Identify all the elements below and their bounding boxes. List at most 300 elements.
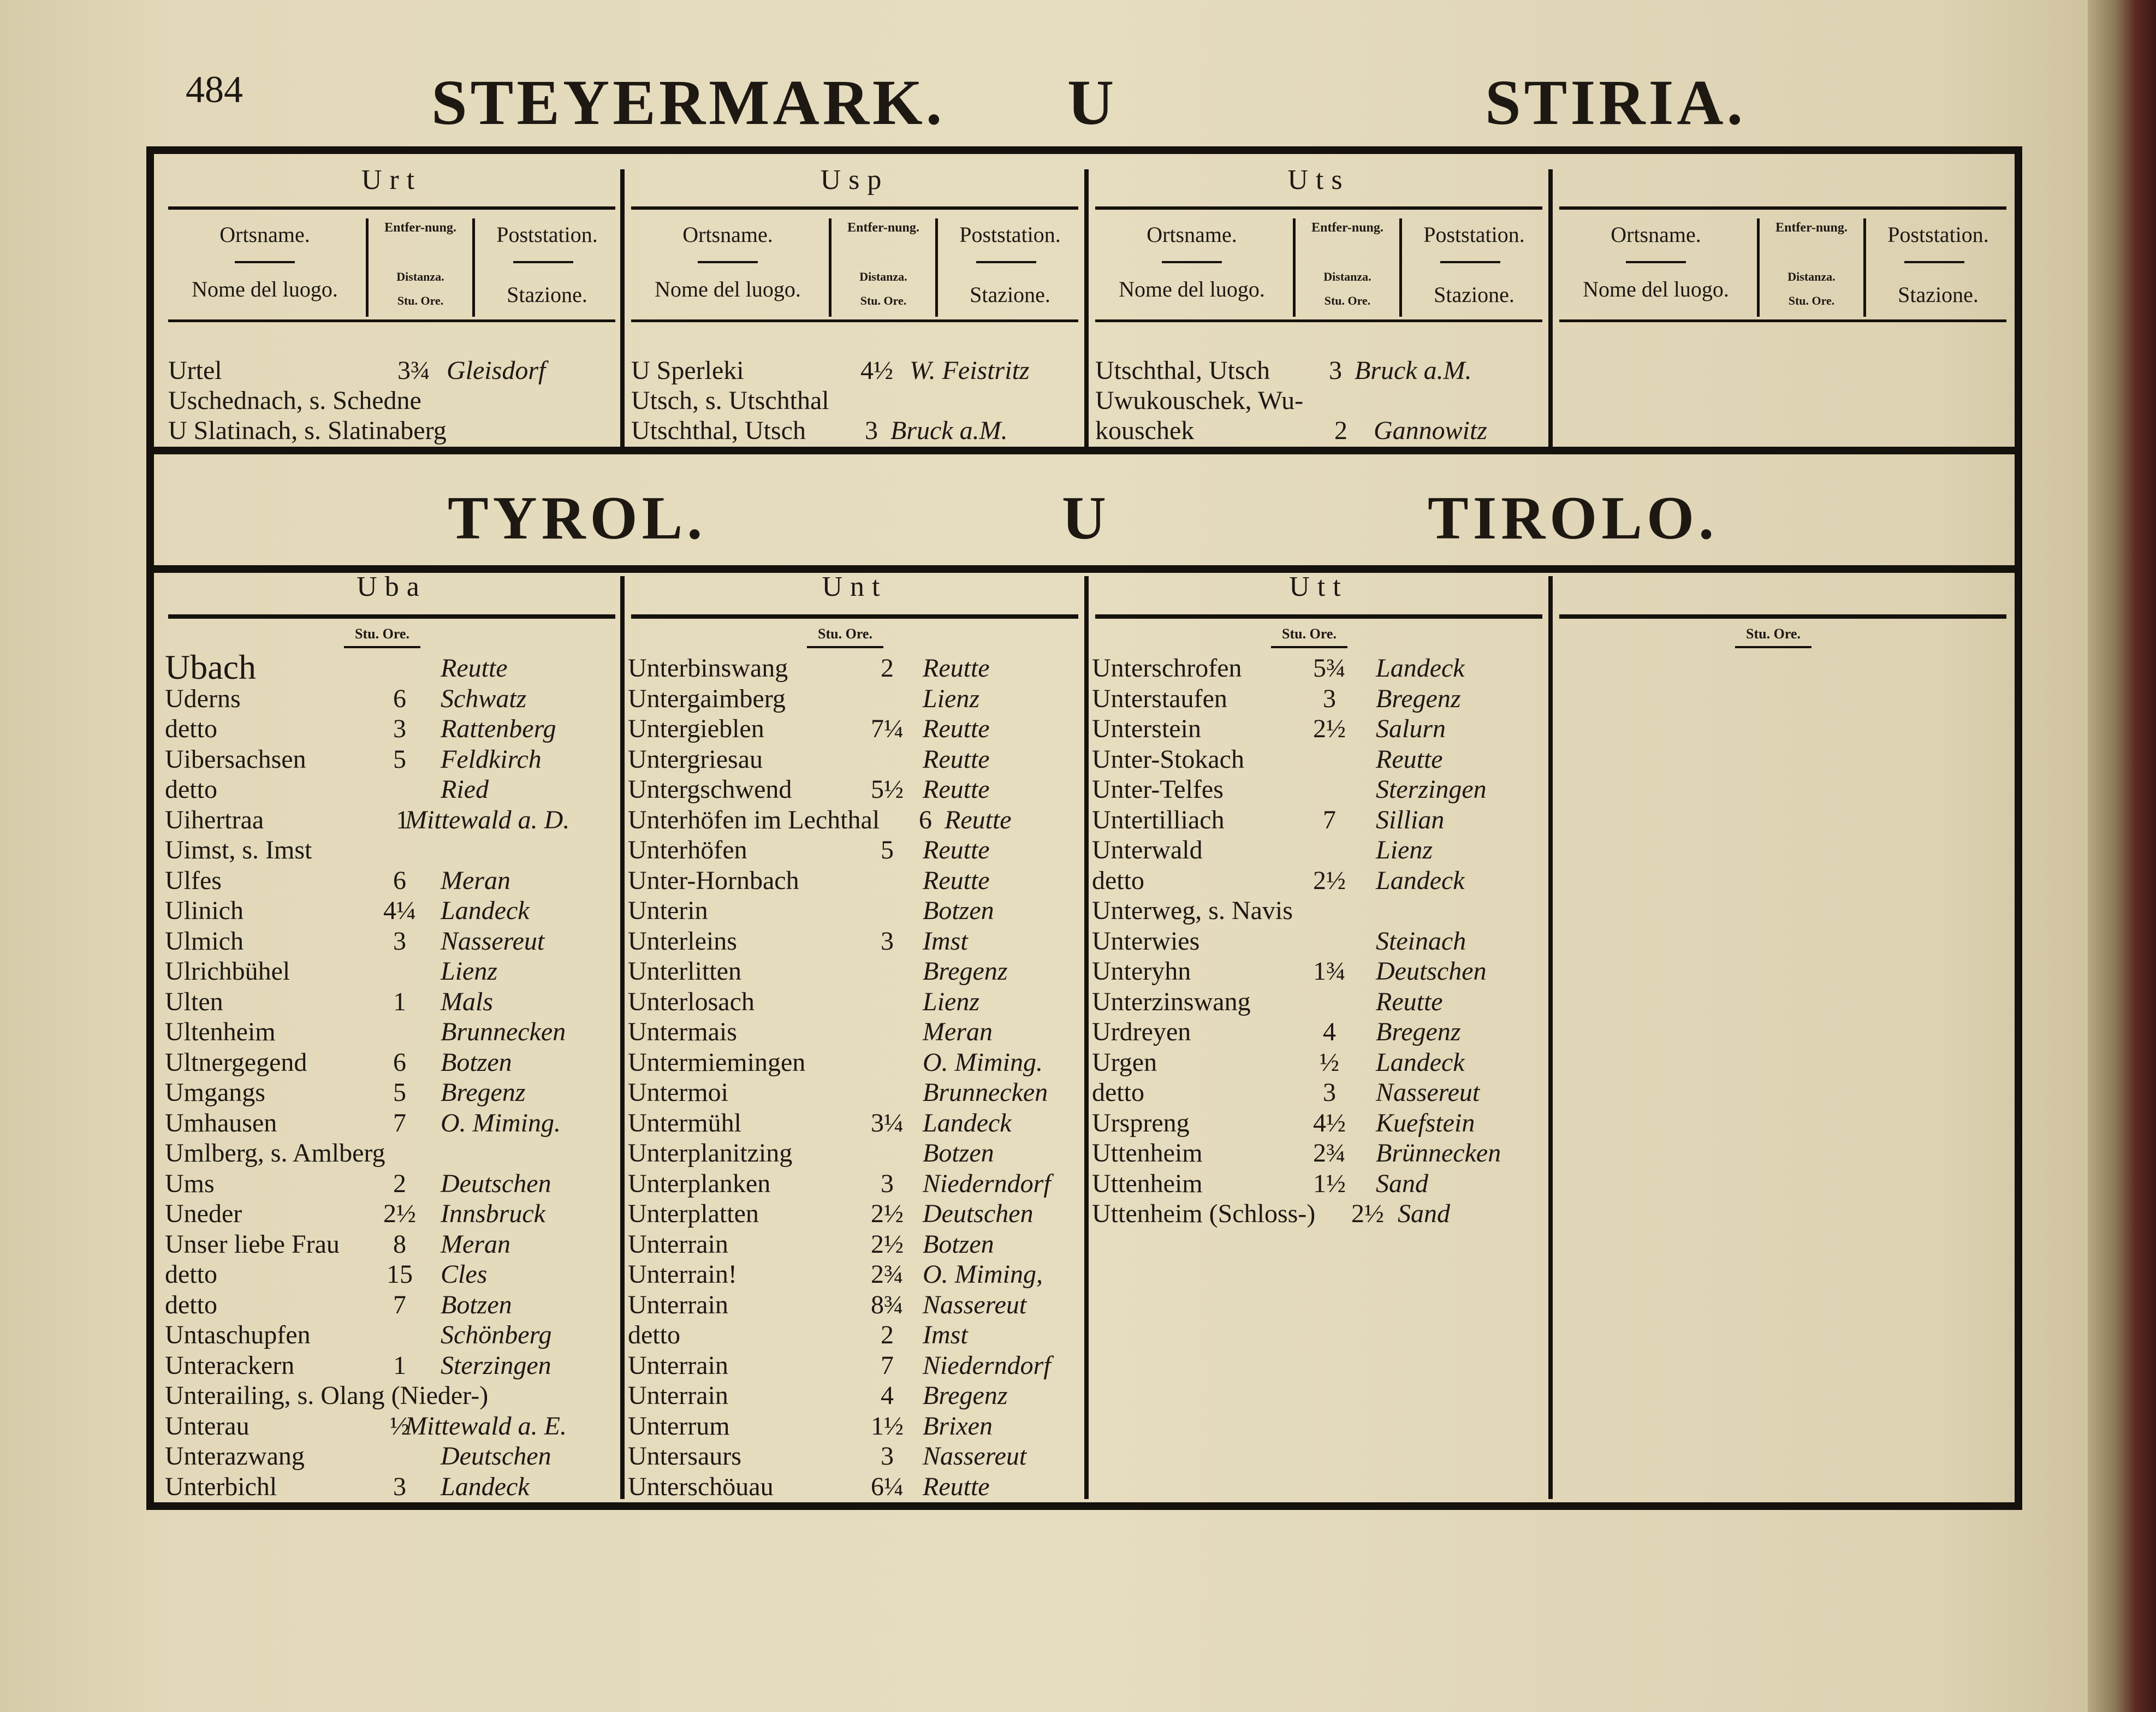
post-station: Meran [441, 866, 510, 895]
subhead-stu-ore: Stu. Ore. [1746, 626, 1801, 642]
distance: 3 [1323, 684, 1336, 713]
sub-divider [1757, 218, 1760, 317]
place-name: Unterin [628, 896, 708, 925]
column-head-rule [631, 614, 1078, 619]
place-name: Untergaimberg [628, 684, 786, 713]
post-station: Reutte [923, 775, 990, 804]
post-station: Bregenz [1376, 684, 1461, 713]
post-station: Brünnecken [1376, 1139, 1501, 1168]
short-rule [807, 646, 883, 648]
place-name: Urdreyen [1092, 1017, 1191, 1046]
distance: 3¼ [871, 1108, 904, 1138]
subhead-entfernung: Entfer-nung. [1311, 221, 1383, 235]
post-station: Feldkirch [441, 744, 542, 774]
sub-divider [366, 218, 369, 317]
place-name: Ulten [165, 987, 223, 1016]
column-letters: Urt [361, 164, 423, 196]
entry-row [1092, 1019, 1548, 1047]
entry-row [165, 686, 621, 714]
entry-row [628, 1110, 1084, 1139]
distance: 5 [393, 1078, 406, 1107]
distance: 3 [393, 926, 406, 956]
place-name: Ulinich [165, 896, 243, 925]
short-rule [976, 261, 1036, 263]
place-name: Uttenheim [1092, 1169, 1203, 1198]
distance: 4½ [860, 356, 893, 385]
subhead-stu-ore: Stu. Ore. [355, 626, 409, 642]
place-name: Unterwies [1092, 926, 1200, 956]
post-station: Imst [923, 926, 968, 956]
distance: 6¼ [871, 1472, 904, 1501]
post-station: Deutschen [441, 1442, 551, 1471]
entry-row [628, 655, 1084, 684]
place-name: Unterstaufen [1092, 684, 1227, 713]
distance: 2½ [871, 1199, 904, 1228]
place-name: Unterrain [628, 1350, 728, 1380]
subhead-distanza: Distanza. [859, 270, 907, 283]
entry-row [628, 1140, 1084, 1169]
entry-row [165, 1201, 621, 1229]
place-name: Unterschrofen [1092, 654, 1242, 683]
entry-row [628, 898, 1084, 926]
subhead-stazione: Stazione. [970, 282, 1050, 307]
entry-row [1095, 418, 1551, 446]
place-name: Uimst, s. Imst [165, 836, 312, 864]
post-station: Bregenz [923, 1381, 1008, 1410]
distance: 7 [1323, 805, 1336, 834]
place-name: detto [1092, 1078, 1144, 1107]
distance: 2 [393, 1169, 406, 1198]
distance: 3 [881, 1169, 894, 1198]
book-spine [2088, 0, 2156, 1712]
place-name: Untermühl [628, 1108, 741, 1138]
place-name: kouschek [1095, 416, 1195, 445]
post-station: Ried [441, 775, 489, 804]
entry-row [628, 1201, 1084, 1229]
sub-divider [1293, 218, 1296, 317]
post-station: W. Feistritz [910, 356, 1030, 385]
subhead-ortsname: Ortsname. [682, 222, 773, 247]
place-name: U Sperleki [631, 356, 744, 385]
place-name: Utschthal, Utsch [631, 416, 806, 445]
place-name: Unterrain! [628, 1260, 737, 1289]
place-name: Unterhöfen im Lechthal [628, 805, 880, 834]
post-station: Brixen [923, 1411, 993, 1441]
entry-row [165, 837, 621, 866]
entry-row [165, 1413, 621, 1442]
column-head-rule [168, 614, 615, 619]
post-station: Bruck a.M. [890, 416, 1008, 445]
distance: 5½ [871, 775, 904, 804]
place-name: Ubach [165, 648, 257, 686]
place-name: Unterplanken [628, 1169, 771, 1198]
header-left: STEYERMARK. [431, 67, 946, 138]
distance: 5¾ [1313, 654, 1346, 683]
subhead-bottom-rule [631, 319, 1078, 322]
entry-row [631, 358, 1087, 386]
sub-divider [1399, 218, 1402, 317]
distance: 3 [865, 416, 878, 445]
subhead-stu-ore: Stu. Ore. [397, 294, 444, 307]
entry-row [1092, 989, 1548, 1017]
subhead-distanza: Distanza. [396, 270, 444, 283]
section-rule-top [154, 447, 2015, 454]
entry-row [165, 1047, 621, 1078]
column-letters: Usp [820, 164, 889, 196]
entry-row [628, 1322, 1084, 1350]
distance: 2 [881, 654, 894, 683]
entry-row [165, 1261, 621, 1290]
short-rule [235, 261, 295, 263]
post-station: Landeck [923, 1108, 1012, 1138]
distance: 5 [881, 836, 894, 864]
place-name: Unterhöfen [628, 836, 747, 864]
post-station: Landeck [441, 896, 530, 925]
distance: 3 [1329, 356, 1342, 385]
entry-row [1095, 388, 1551, 416]
post-station: Deutschen [441, 1169, 551, 1198]
place-name: Untermoi [628, 1078, 728, 1107]
place-name: Unterbinswang [628, 654, 788, 683]
distance: 3 [393, 714, 406, 743]
distance: 5 [393, 744, 406, 774]
distance: 2½ [1351, 1199, 1384, 1228]
subhead-nome: Nome del luogo. [655, 277, 801, 301]
post-station: O. Miming. [923, 1047, 1043, 1077]
entry-row [628, 1474, 1084, 1502]
short-rule [1162, 261, 1222, 263]
subhead-bottom-rule [168, 319, 615, 322]
header-right: STIRIA. [1485, 67, 1747, 138]
entry-row [1092, 958, 1548, 987]
place-name: Unterplanitzing [628, 1139, 793, 1168]
post-station: Brunnecken [923, 1078, 1048, 1107]
post-station: Reutte [1376, 744, 1443, 774]
post-station: Landeck [1376, 866, 1465, 895]
post-station: Gannowitz [1374, 416, 1488, 445]
entry-row [1092, 655, 1548, 684]
place-name: detto [165, 775, 217, 804]
post-station: Sand [1376, 1169, 1428, 1198]
short-rule [513, 261, 573, 263]
header-middle: U [1067, 67, 1118, 138]
post-station: Botzen [923, 896, 994, 925]
distance: 3 [393, 1472, 406, 1501]
post-station: Reutte [923, 714, 990, 743]
post-station: Botzen [923, 1229, 994, 1259]
post-station: Bruck a.M. [1355, 356, 1472, 385]
entry-row [1092, 837, 1548, 866]
post-station: Reutte [923, 654, 990, 683]
column-divider [1084, 169, 1089, 447]
distance: 7 [393, 1108, 406, 1138]
entry-row [628, 1443, 1084, 1472]
place-name: Unterwald [1092, 836, 1203, 864]
place-name: Ulrichbühel [165, 957, 290, 986]
column-divider [1548, 169, 1553, 447]
place-name: Untermiemingen [628, 1047, 806, 1077]
distance: 2½ [871, 1229, 904, 1259]
distance: 6 [393, 866, 406, 895]
post-station: Nassereut [923, 1442, 1027, 1471]
distance: 1½ [871, 1411, 904, 1441]
place-name: U Slatinach, s. Slatinaberg [168, 416, 447, 445]
place-name: Unterackern [165, 1350, 295, 1380]
entry-row [165, 928, 621, 957]
place-name: Utschthal, Utsch [1095, 356, 1270, 385]
subhead-nome: Nome del luogo. [1583, 277, 1729, 301]
sub-divider [935, 218, 938, 317]
column-head-rule [631, 206, 1078, 210]
place-name: Unterrain [628, 1381, 728, 1410]
entry-row [1092, 1047, 1548, 1078]
post-station: Reutte [923, 1472, 990, 1501]
column-head-rule [1559, 614, 2006, 619]
place-name: Untermais [628, 1017, 737, 1046]
post-station: Rattenberg [441, 714, 556, 743]
distance: ½ [1320, 1047, 1339, 1077]
entry-row [628, 1171, 1084, 1199]
column-divider [620, 576, 625, 1499]
distance: 6 [393, 684, 406, 713]
post-station: Landeck [441, 1472, 530, 1501]
distance: 1 [393, 987, 406, 1016]
subhead-stu-ore: Stu. Ore. [860, 294, 907, 307]
column-divider [620, 169, 625, 447]
post-station: Nassereut [923, 1290, 1027, 1319]
entry-row [1092, 1171, 1548, 1199]
place-name: Unterzinswang [1092, 987, 1251, 1016]
entry-row [628, 1292, 1084, 1320]
short-rule [1440, 261, 1500, 263]
place-name: Umgangs [165, 1078, 265, 1107]
entry-row [1092, 1110, 1548, 1139]
place-name: Unterlitten [628, 957, 741, 986]
distance: 15 [387, 1260, 413, 1289]
entry-row [165, 1019, 621, 1047]
short-rule [1904, 261, 1964, 263]
post-station: Imst [923, 1320, 968, 1349]
entry-row [628, 989, 1084, 1017]
distance: 2 [881, 1320, 894, 1349]
place-name: Unterailing, s. Olang (Nieder-) [165, 1381, 489, 1410]
entry-row [628, 1261, 1084, 1290]
place-name: Untaschupfen [165, 1320, 311, 1349]
place-name: Urspreng [1092, 1108, 1190, 1138]
place-name: Unterlosach [628, 987, 755, 1016]
distance: 7 [881, 1350, 894, 1380]
place-name: Ultnergegend [165, 1047, 307, 1077]
distance: 4 [1323, 1017, 1336, 1046]
post-station: Sterzingen [1376, 775, 1487, 804]
place-name: Uttenheim (Schloss-) [1092, 1199, 1316, 1228]
entry-row [165, 1292, 621, 1320]
place-name: Unser liebe Frau [165, 1229, 340, 1259]
entry-row [165, 1171, 621, 1199]
place-name: Unterschöuau [628, 1472, 774, 1501]
subhead-ortsname: Ortsname. [219, 222, 310, 247]
place-name: Urtel [168, 356, 222, 385]
distance: 2½ [1313, 866, 1346, 895]
post-station: Brunnecken [441, 1017, 566, 1046]
entry-row [165, 898, 621, 926]
entry-row [1092, 898, 1548, 926]
place-name: Uibersachsen [165, 744, 306, 774]
post-station: Kuefstein [1376, 1108, 1475, 1138]
place-name: detto [165, 714, 217, 743]
post-station: O. Miming. [441, 1108, 561, 1138]
post-station: Cles [441, 1260, 488, 1289]
entry-row [165, 1110, 621, 1139]
entry-row [165, 1140, 621, 1169]
entry-row [165, 777, 621, 805]
post-station: Nassereut [1376, 1078, 1480, 1107]
place-name: Untergschwend [628, 775, 792, 804]
entry-row [1092, 777, 1548, 805]
post-station: Botzen [441, 1290, 512, 1319]
post-station: Sterzingen [441, 1350, 551, 1380]
entry-row [1095, 358, 1551, 386]
column-letters: Uba [357, 571, 427, 602]
place-name: Untergriesau [628, 744, 763, 774]
entry-row [165, 868, 621, 896]
place-name: Ultenheim [165, 1017, 276, 1046]
entry-row [628, 686, 1084, 714]
column-head-rule [168, 206, 615, 210]
entry-row [165, 1383, 621, 1411]
entry-row [168, 388, 624, 416]
column-head-rule [1095, 614, 1542, 619]
distance: ½ [390, 1411, 409, 1441]
place-name: Untergieblen [628, 714, 764, 743]
subhead-bottom-rule [1559, 319, 2006, 322]
subhead-stazione: Stazione. [1434, 282, 1514, 307]
column-letters: Uts [1287, 164, 1350, 196]
post-station: Deutschen [923, 1199, 1034, 1228]
place-name: Utsch, s. Utschthal [631, 386, 829, 415]
place-name: Unterstein [1092, 714, 1201, 743]
column-divider [1548, 576, 1553, 1499]
entry-row [628, 1413, 1084, 1442]
post-station: Reutte [923, 836, 990, 864]
entry-row [165, 1322, 621, 1350]
post-station: Innsbruck [441, 1199, 545, 1228]
subhead-poststation: Poststation. [959, 222, 1061, 247]
entry-row [1092, 716, 1548, 744]
post-station: Nassereut [441, 926, 545, 956]
place-name: Unterrum [628, 1411, 730, 1441]
place-name: Uttenheim [1092, 1139, 1203, 1168]
sub-divider [472, 218, 475, 317]
short-rule [1735, 646, 1811, 648]
subhead-entfernung: Entfer-nung. [847, 221, 919, 235]
place-name: Umhausen [165, 1108, 277, 1138]
post-station: O. Miming, [923, 1260, 1043, 1289]
column-letters: Utt [1289, 571, 1349, 602]
sub-divider [829, 218, 831, 317]
entry-row [628, 744, 1084, 775]
distance: 4½ [1313, 1108, 1346, 1138]
entry-row [628, 1080, 1084, 1108]
tyrol-title-right: TIROLO. [1428, 484, 1719, 552]
distance: 3 [1323, 1078, 1336, 1107]
distance: 8¾ [871, 1290, 904, 1319]
distance: 4¼ [383, 896, 416, 925]
post-station: Mals [441, 987, 493, 1016]
place-name: Unterbichl [165, 1472, 277, 1501]
entry-row [628, 958, 1084, 987]
place-name: Ulfes [165, 866, 222, 895]
distance: 1 [393, 1350, 406, 1380]
distance: 7¼ [871, 714, 904, 743]
place-name: detto [165, 1290, 217, 1319]
post-station: Bregenz [441, 1078, 526, 1107]
place-name: Unter-Telfes [1092, 775, 1223, 804]
place-name: Uderns [165, 684, 241, 713]
post-station: Lienz [923, 684, 980, 713]
subhead-poststation: Poststation. [1887, 222, 1989, 247]
place-name: Unter-Hornbach [628, 866, 799, 895]
entry-row [165, 807, 621, 836]
place-name: Ulmich [165, 926, 243, 956]
subhead-entfernung: Entfer-nung. [384, 221, 456, 235]
place-name: Unteryhn [1092, 957, 1191, 986]
place-name: Untersaurs [628, 1442, 741, 1471]
entry-row [628, 1019, 1084, 1047]
entry-row [165, 989, 621, 1017]
post-station: Meran [923, 1017, 993, 1046]
post-station: Reutte [1376, 987, 1443, 1016]
distance: 2 [1334, 416, 1347, 445]
entry-row [165, 1350, 621, 1381]
post-station: Gleisdorf [447, 356, 546, 385]
subhead-distanza: Distanza. [1787, 270, 1836, 283]
place-name: Unterrain [628, 1290, 728, 1319]
subhead-stu-ore: Stu. Ore. [818, 626, 872, 642]
post-station: Botzen [441, 1047, 512, 1077]
post-station: Reutte [923, 744, 990, 774]
place-name: Unterweg, s. Navis [1092, 896, 1293, 925]
subhead-stazione: Stazione. [1898, 282, 1979, 307]
post-station: Niederndorf [923, 1169, 1051, 1198]
subhead-stu-ore: Stu. Ore. [1788, 294, 1835, 307]
distance: 1 [396, 805, 409, 834]
subhead-stu-ore: Stu. Ore. [1324, 294, 1371, 307]
place-name: Uschednach, s. Schedne [168, 386, 421, 415]
subhead-poststation: Poststation. [1423, 222, 1525, 247]
place-name: Unterplatten [628, 1199, 759, 1228]
post-station: Sillian [1376, 805, 1445, 834]
entry-row [1092, 928, 1548, 957]
entry-row [165, 1080, 621, 1108]
subhead-bottom-rule [1095, 319, 1542, 322]
subhead-nome: Nome del luogo. [192, 277, 338, 301]
entry-row [1092, 1140, 1548, 1169]
distance: 2¾ [1313, 1139, 1346, 1168]
distance: 3 [881, 926, 894, 956]
entry-row [1092, 744, 1548, 775]
place-name: detto [1092, 866, 1144, 895]
subhead-entfernung: Entfer-nung. [1775, 221, 1848, 235]
column-head-rule [1559, 206, 2006, 210]
entry-row [168, 418, 624, 446]
distance: 6 [919, 805, 932, 834]
post-station: Schönberg [441, 1320, 552, 1349]
entry-row [165, 1443, 621, 1472]
entry-row [165, 1231, 621, 1260]
entry-row [628, 928, 1084, 957]
distance: 4 [881, 1381, 894, 1410]
